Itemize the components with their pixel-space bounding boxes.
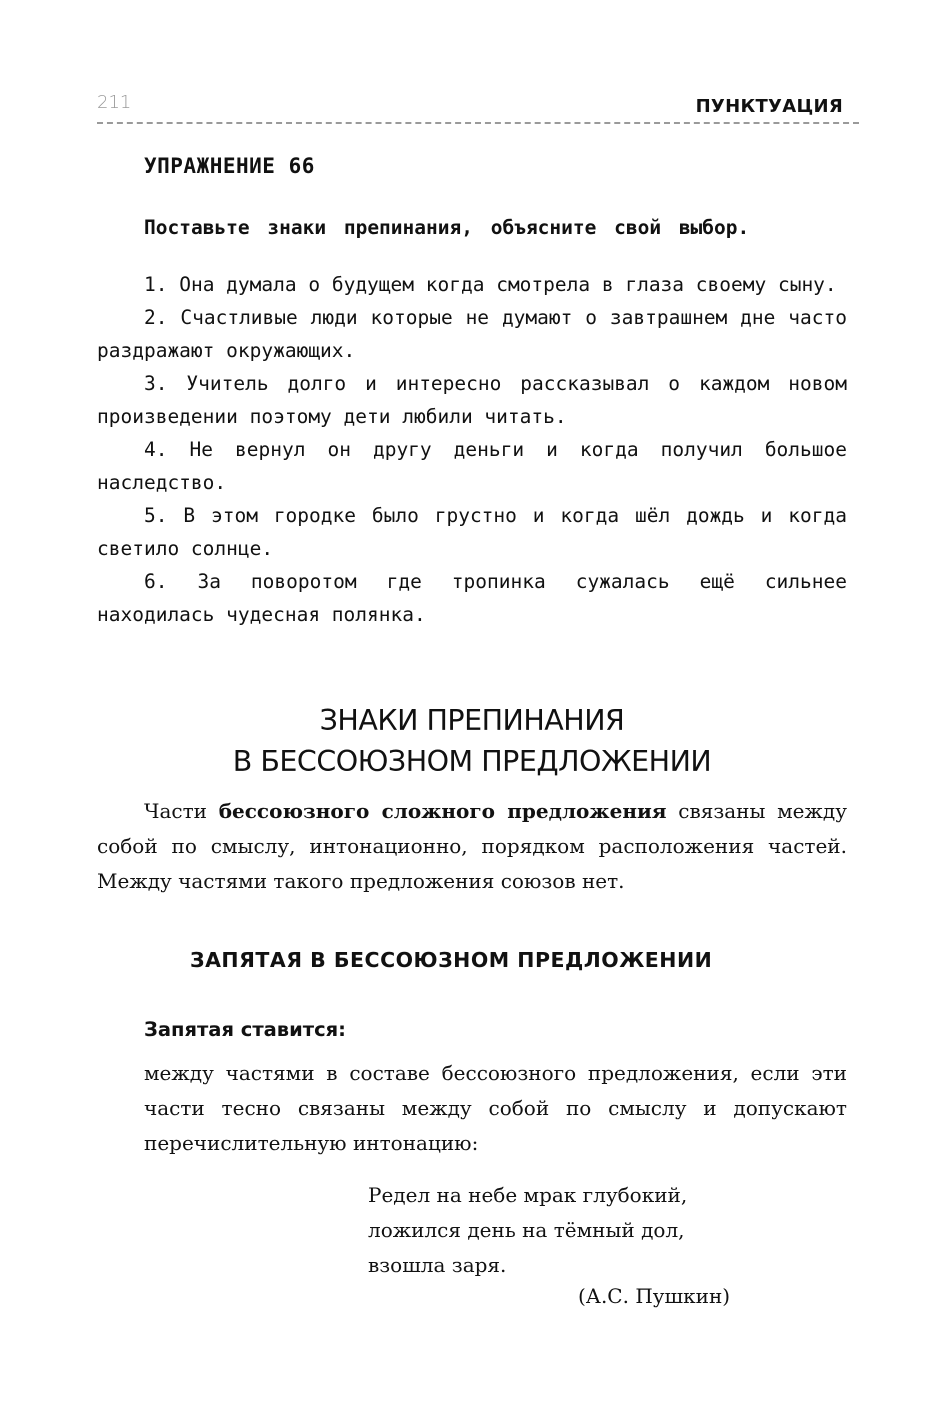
rule-text: между частями в составе бессоюзного предложения, если эти части тесно связаны между собой по смыслу и допускают перечислительную интонацию:	[144, 1061, 847, 1155]
section-title	[97, 700, 847, 782]
exercise-item: 3. Учитель долго и интересно рассказывал о каждом новом произведении поэтому дети любили читать.	[97, 372, 847, 428]
exercise-list	[97, 268, 847, 631]
poem-author: (А.С. Пушкин)	[578, 1284, 731, 1308]
rule-heading: Запятая ставится:	[144, 1018, 346, 1041]
poem-line: ложился день на тёмный дол,	[368, 1218, 685, 1242]
intro-start: Части	[144, 799, 219, 823]
section-title-line1: ЗНАКИ ПРЕПИНАНИЯ	[319, 704, 625, 737]
section-title-line2: В БЕССОЮЗНОМ ПРЕДЛОЖЕНИИ	[232, 745, 712, 778]
intro-end: связаны между собой по смыслу, интонационно, порядком расположения частей. Между частями такого предложения союзов нет.	[97, 799, 847, 893]
intro-term: бессоюзного сложного предложения	[218, 799, 667, 823]
exercise-item: 4. Не вернул он другу деньги и когда получил большое наследство.	[97, 438, 847, 494]
exercise-title: УПРАЖНЕНИЕ 66	[144, 154, 315, 178]
subsection-title: ЗАПЯТАЯ В БЕССОЮЗНОМ ПРЕДЛОЖЕНИИ	[190, 948, 713, 972]
section-intro	[97, 794, 847, 899]
exercise-item: 5. В этом городке было грустно и когда шёл дождь и когда светило солнце.	[97, 504, 847, 560]
poem-line: взошла заря.	[368, 1253, 507, 1277]
running-header	[97, 90, 859, 124]
exercise-item: 2. Счастливые люди которые не думают о завтрашнем дне часто раздражают окружающих.	[97, 306, 847, 362]
poem-line: Редел на небе мрак глубокий,	[368, 1183, 688, 1207]
running-section-title: ПУНКТУАЦИЯ	[695, 96, 843, 117]
exercise-task: Поставьте знаки препинания, объясните свой выбор.	[144, 216, 750, 239]
poem-quote	[368, 1178, 687, 1283]
exercise-item: 6. За поворотом где тропинка сужалась ещё сильнее находилась чудесная полянка.	[97, 570, 847, 626]
page-number: 211	[97, 92, 132, 113]
exercise-item: 1. Она думала о будущем когда смотрела в глаза своему сыну.	[144, 273, 837, 296]
